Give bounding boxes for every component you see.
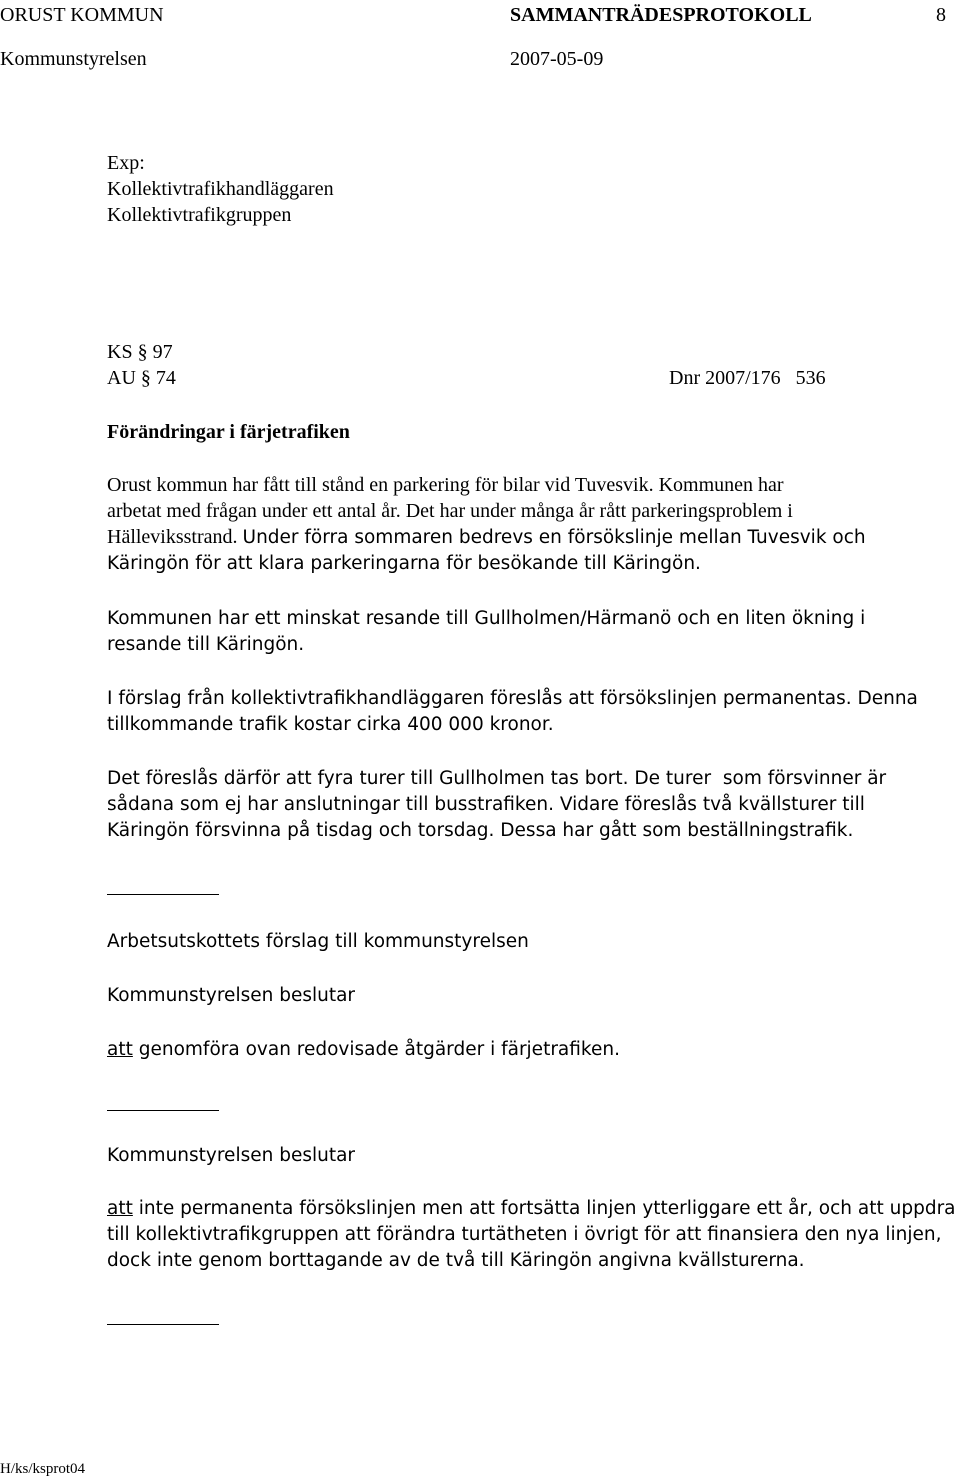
header-doc-type: SAMMANTRÄDESPROTOKOLL	[510, 4, 812, 26]
header-body: Kommunstyrelsen	[0, 48, 147, 70]
au-proposal-heading: Arbetsutskottets förslag till kommunstyrelsen	[107, 931, 529, 952]
att-keyword: att	[107, 1198, 133, 1219]
separator-rule	[107, 894, 219, 895]
text-line: I förslag från kollektivtrafikhandläggaren föreslås att försökslinjen permanentas. Denna	[107, 688, 918, 709]
text-span: Under förra sommaren bedrevs en försökslinje mellan Tuvesvik och	[242, 527, 866, 548]
exp-recipient: Kollektivtrafikgruppen	[107, 204, 292, 226]
exp-block	[107, 150, 927, 228]
footer-path: H/ks/ksprot04	[0, 1461, 86, 1477]
paragraph-2	[107, 606, 927, 658]
text-line: Käringön för att klara parkeringarna för besökande till Käringön.	[107, 553, 701, 574]
exp-recipient: Kollektivtrafikhandläggaren	[107, 178, 334, 200]
text-line	[107, 1196, 956, 1222]
text-line: tillkommande trafik kostar cirka 400 000 kronor.	[107, 714, 554, 735]
header-date: 2007-05-09	[510, 48, 604, 70]
paragraph-4	[107, 766, 927, 844]
au-ref: AU § 74	[107, 367, 176, 389]
text-line: resande till Käringön.	[107, 634, 305, 655]
paragraph-1	[107, 472, 927, 577]
text-span: inte permanenta försökslinjen men att fortsätta linjen ytterliggare ett år, och att uppdra	[132, 1198, 956, 1219]
text-line: Kommunen har ett minskat resande till Gullholmen/Härmanö och en liten ökning i	[107, 608, 866, 629]
text-line: Det föreslås därför att fyra turer till Gullholmen tas bort. De turer som försvinner är	[107, 768, 887, 789]
ks-decision-text	[107, 1196, 956, 1274]
text-line: till kollektivtrafikgruppen att förändra turtätheten i övrigt för att finansiera den nya linjen,	[107, 1224, 942, 1245]
au-decides: Kommunstyrelsen beslutar	[107, 985, 356, 1006]
paragraph-3	[107, 686, 927, 738]
text-line: dock inte genom borttagande av de två till Käringön angivna kvällsturerna.	[107, 1250, 805, 1271]
text-line: Käringön försvinna på tisdag och torsdag. Dessa har gått som beställningstrafik.	[107, 820, 854, 841]
item-title: Förändringar i färjetrafiken	[107, 421, 350, 443]
au-att-line	[107, 1037, 927, 1063]
separator-rule	[107, 1324, 219, 1325]
page-number: 8	[936, 4, 946, 26]
dnr-ref: Dnr 2007/176 536	[669, 367, 826, 389]
text-line: arbetat med frågan under ett antal år. Det har under många år rått parkeringsproblem i	[107, 500, 793, 522]
separator-rule	[107, 1110, 219, 1111]
ks-decides: Kommunstyrelsen beslutar	[107, 1145, 356, 1166]
text-span: Hälleviksstrand.	[107, 526, 238, 548]
text-line	[107, 524, 927, 551]
ks-ref: KS § 97	[107, 341, 173, 363]
exp-label: Exp:	[107, 152, 145, 174]
header-org: ORUST KOMMUN	[0, 4, 164, 26]
text-line: Orust kommun har fått till stånd en parkering för bilar vid Tuvesvik. Kommunen har	[107, 474, 784, 496]
text-line: sådana som ej har anslutningar till busstrafiken. Vidare föreslås två kvällsturer till	[107, 794, 865, 815]
att-text: genomföra ovan redovisade åtgärder i färjetrafiken.	[132, 1039, 620, 1060]
att-keyword: att	[107, 1039, 133, 1060]
